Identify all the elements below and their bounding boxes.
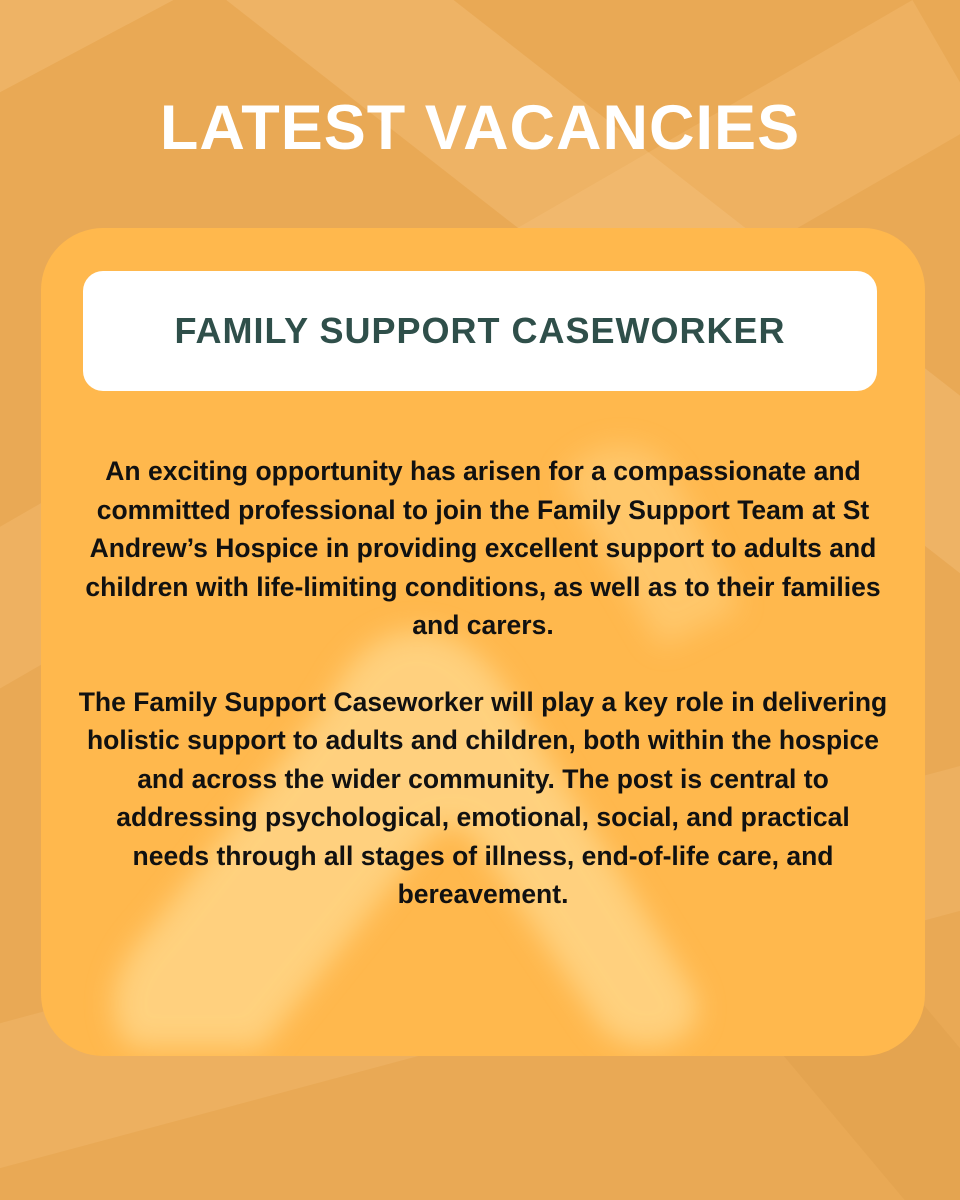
paragraph-spacer — [75, 645, 891, 683]
job-description — [75, 452, 891, 914]
description-paragraph: The Family Support Caseworker will play a key role in delivering holistic support to adults and children, both within the hospice and across the wider community. The post is central to addressing psychological, emotional, social, and practical needs through all stages of illness, end-of-life care, and bereavement. — [78, 686, 888, 909]
job-title: FAMILY SUPPORT CASEWORKER — [174, 310, 786, 351]
description-paragraph: An exciting opportunity has arisen for a compassionate and committed professional to join the Family Support Team at St Andrew’s Hospice in providing excellent support to adults and children with life-limiting conditions, as well as to their families and carers. — [85, 456, 881, 640]
page-headline: LATEST VACANCIES — [159, 93, 801, 163]
vacancy-card — [41, 228, 925, 1056]
job-title-box — [83, 271, 877, 391]
